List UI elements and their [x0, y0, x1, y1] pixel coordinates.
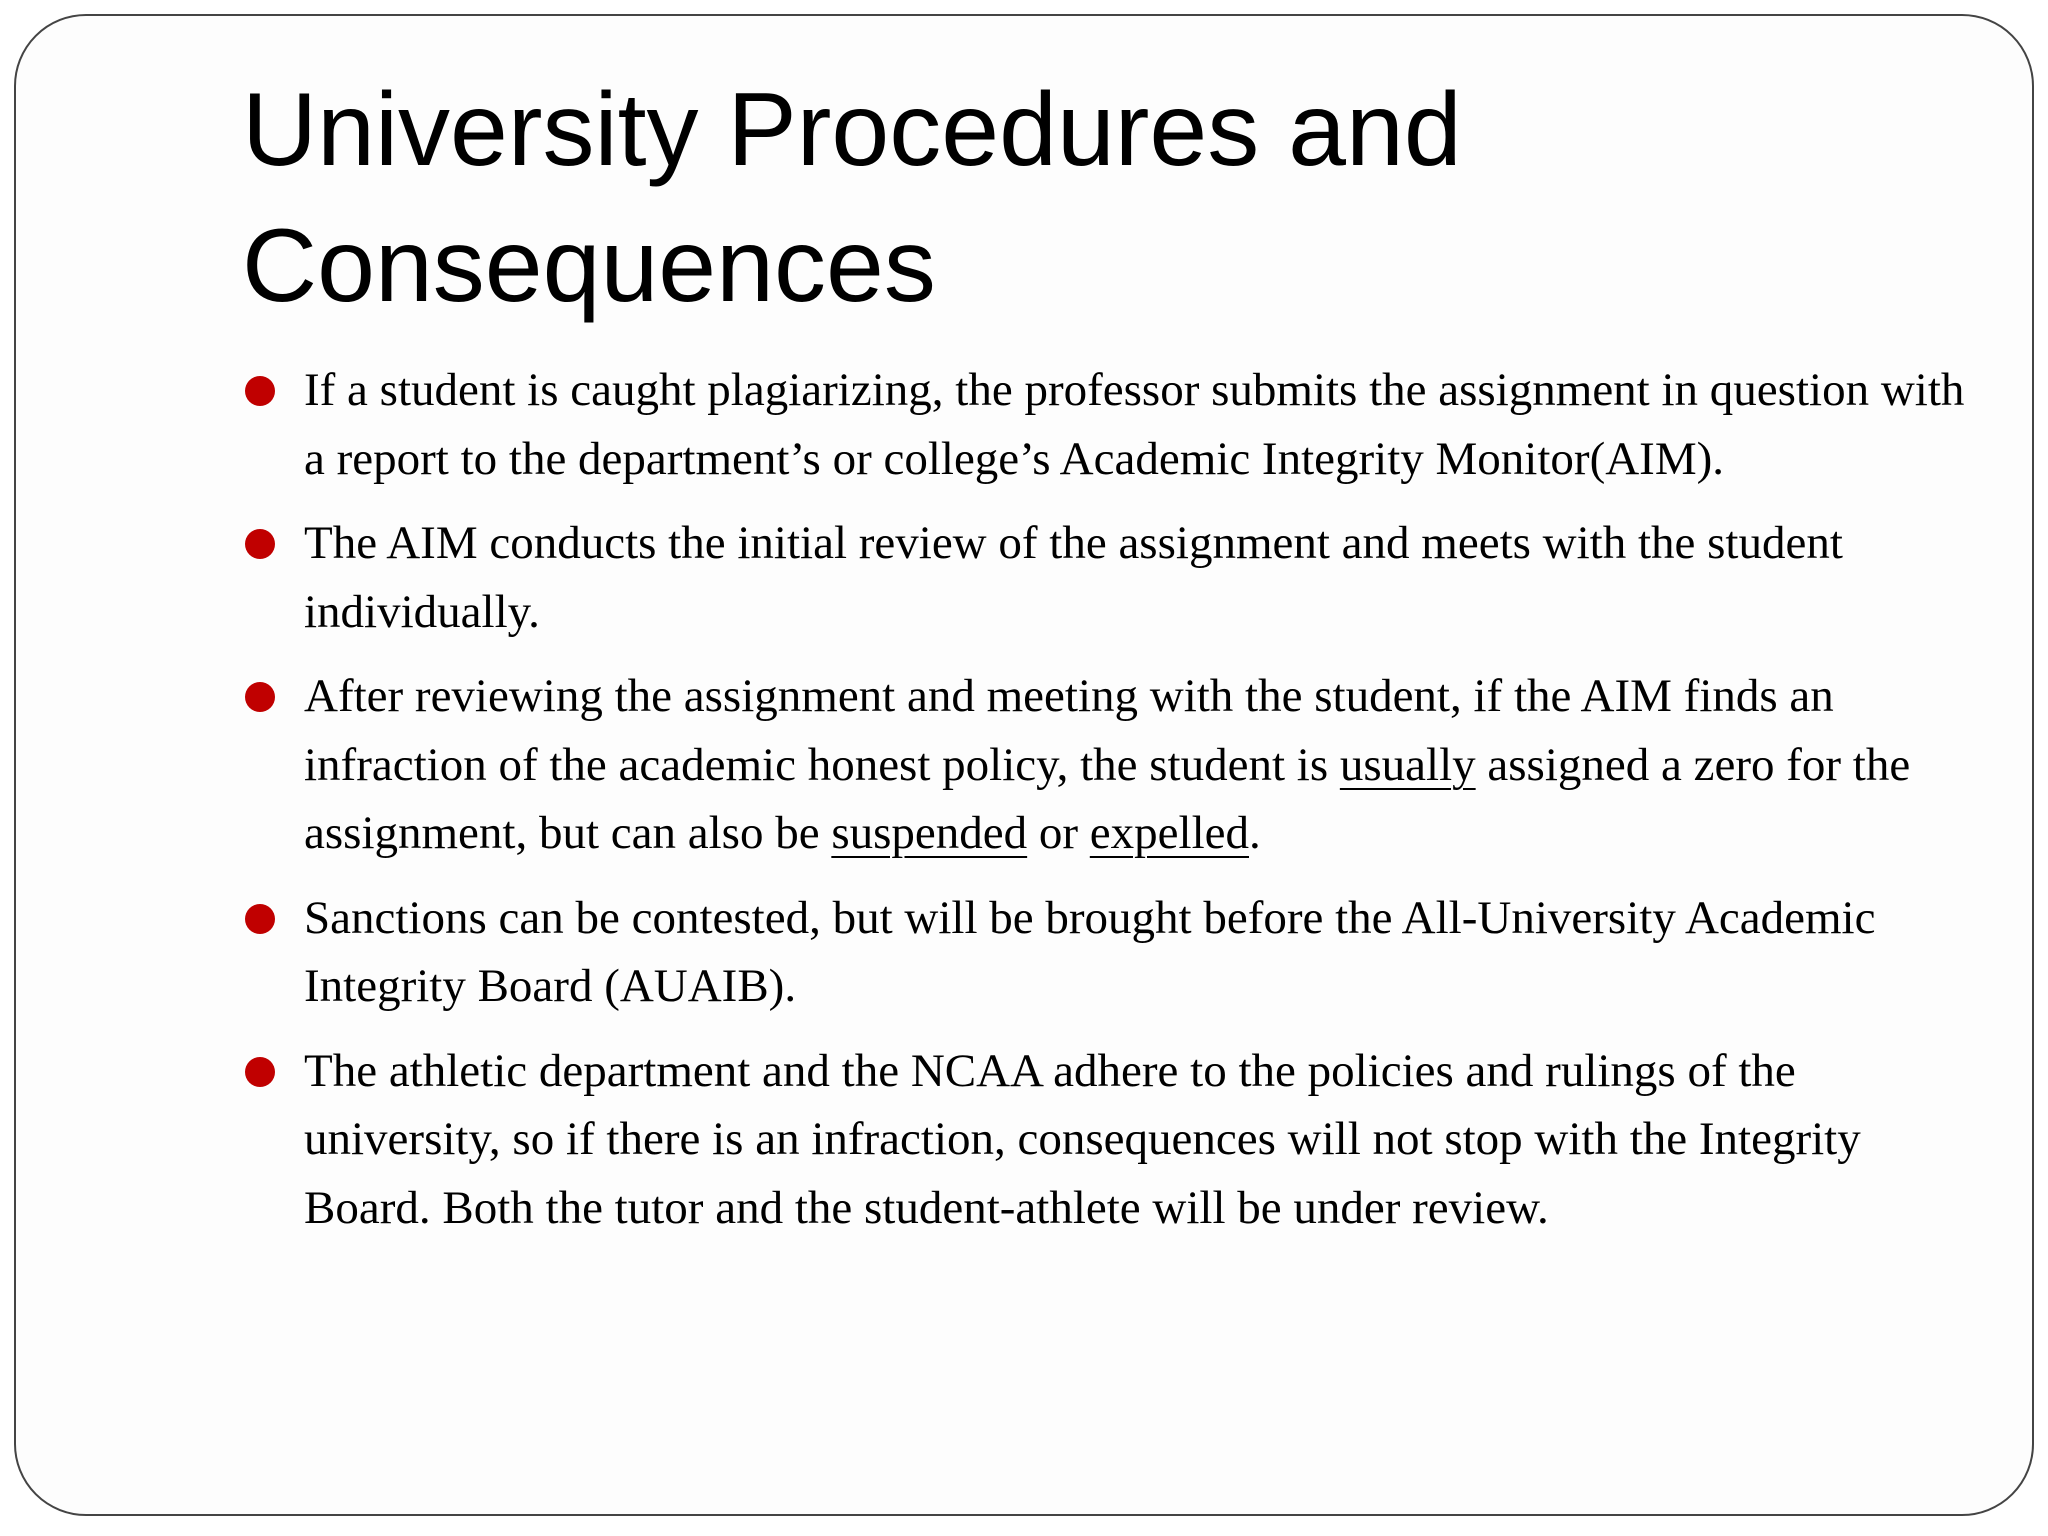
- underlined-word-expelled: expelled: [1089, 807, 1249, 859]
- bullet-text-3-part-2: assigned a zero for the assignment, but can also be: [304, 738, 1911, 859]
- underlined-word-suspended: suspended: [831, 807, 1028, 859]
- bullet-text-3-part-3: or: [1027, 807, 1090, 859]
- bullet-text-3-part-4: .: [1249, 807, 1261, 859]
- bullet-dot-icon: [245, 376, 275, 406]
- bullet-dot-icon: [245, 904, 275, 934]
- bullet-dot-icon: [245, 529, 275, 559]
- slide-frame: [14, 14, 2034, 1516]
- bullet-text-4: Sanctions can be contested, but will be brought before the All-University Academic Integrity Board (AUAIB).: [304, 891, 1876, 1012]
- bullet-item-3: [242, 662, 1972, 868]
- bullet-text-1: If a student is caught plagiarizing, the professor submits the assignment in question with a report to the department’s or college’s Academic Integrity Monitor(AIM).: [304, 364, 1965, 485]
- bullet-item-1: [242, 356, 1972, 493]
- bullet-item-4: [242, 884, 1972, 1021]
- bullet-dot-icon: [245, 1057, 275, 1087]
- bullet-text-3-part-1: After reviewing the assignment and meeting with the student, if the AIM finds an infraction of the academic honest policy, the student is: [304, 670, 1834, 791]
- slide-title: [242, 62, 1942, 334]
- bullet-text-5: The athletic department and the NCAA adhere to the policies and rulings of the university, so if there is an infraction, consequences will not stop with the Integrity Board. Both the tutor and the student-athlete will be under review.: [304, 1044, 1861, 1234]
- underlined-word-usually: usually: [1339, 738, 1476, 791]
- bullet-list: [242, 356, 1972, 1258]
- bullet-item-2: [242, 509, 1972, 646]
- title-line-1: University Procedures and: [242, 72, 1462, 188]
- bullet-item-5: [242, 1037, 1972, 1243]
- title-line-2: Consequences: [242, 208, 936, 324]
- bullet-dot-icon: [245, 682, 275, 712]
- bullet-text-2: The AIM conducts the initial review of the assignment and meets with the student individually.: [304, 517, 1843, 638]
